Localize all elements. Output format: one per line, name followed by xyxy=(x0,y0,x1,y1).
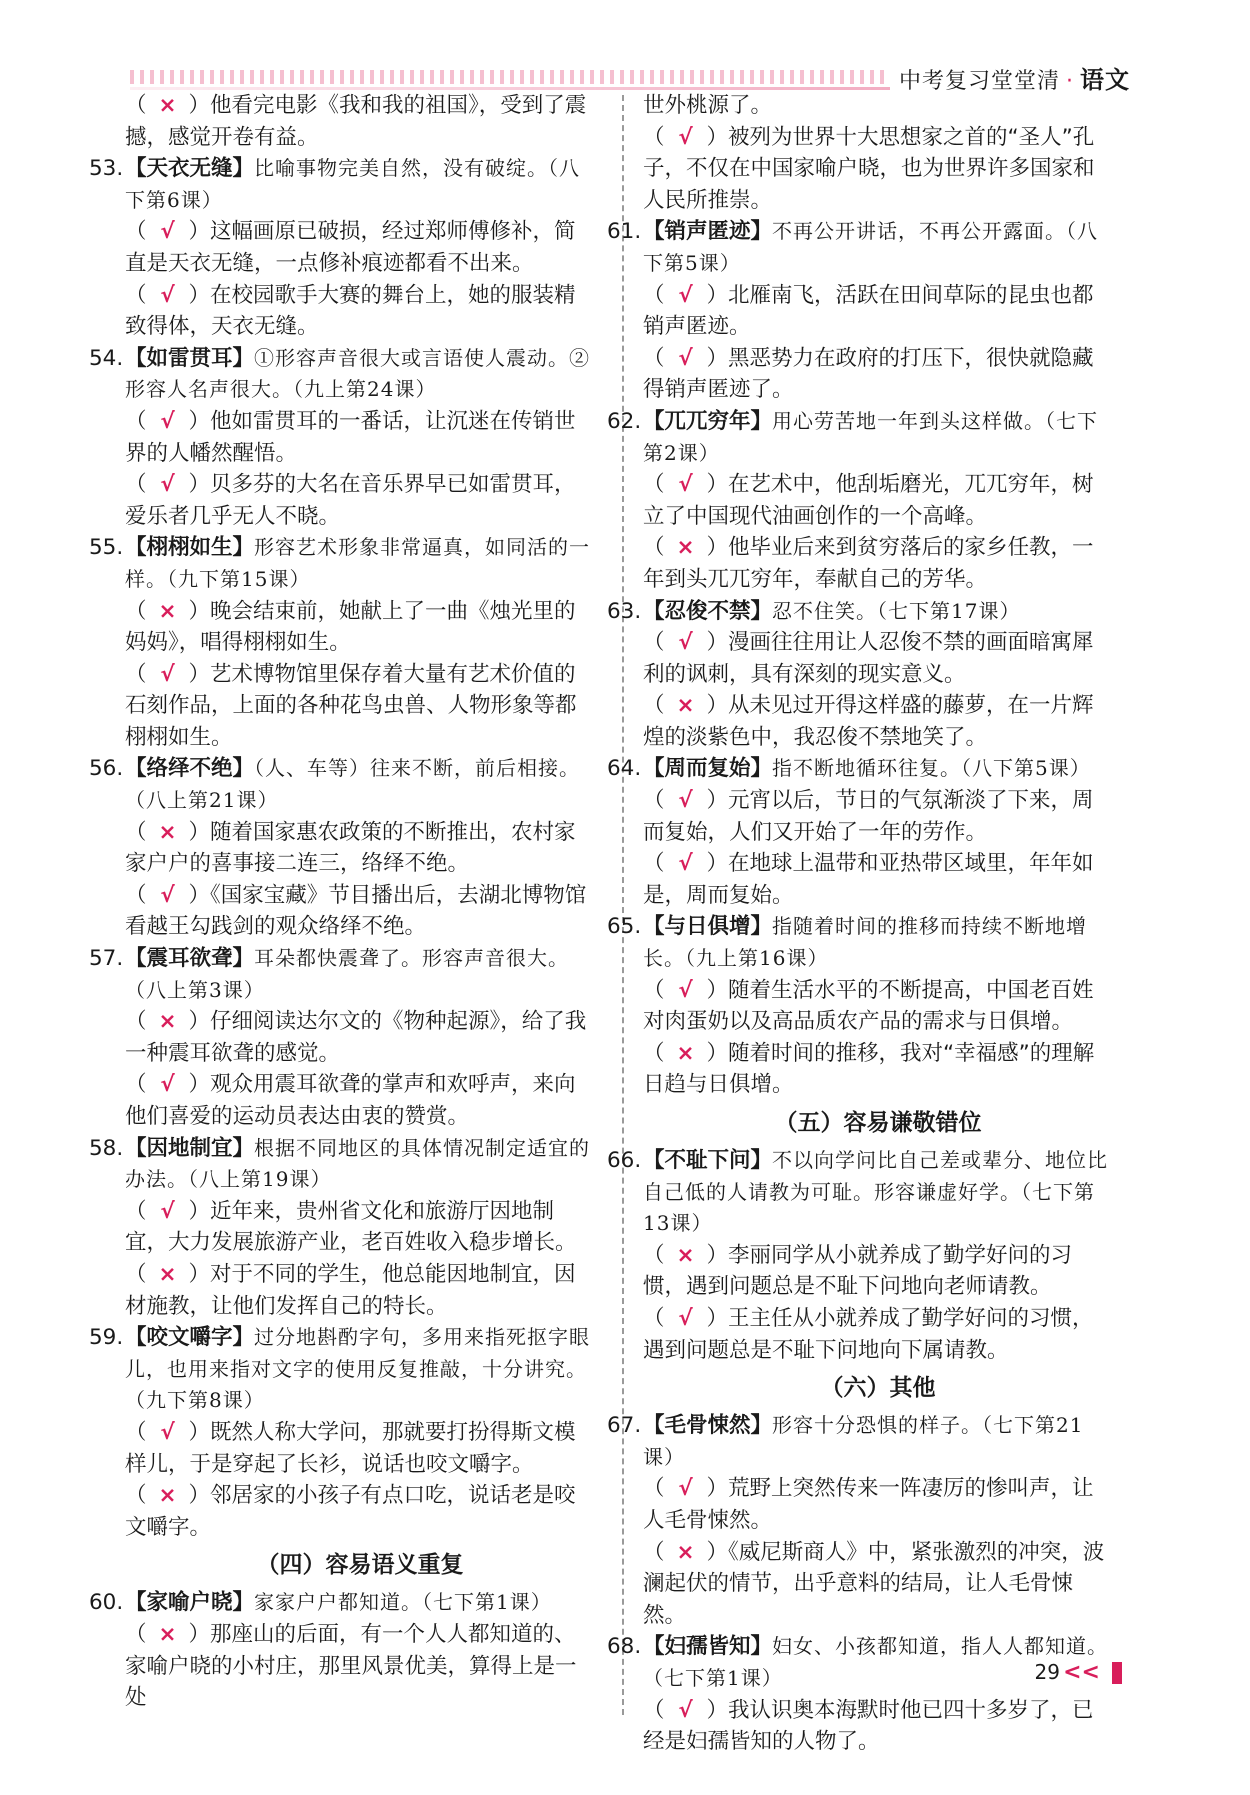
idiom-definition: 忍不住笑。（七下第17课） xyxy=(772,598,1021,623)
example-sentence: （ × ）他看完电影《我和我的祖国》，受到了震撼，感觉开卷有益。 xyxy=(125,90,595,153)
example-sentence: （ √ ）王主任从小就养成了勤学好问的习惯，遇到问题总是不耻下问地向下属请教。 xyxy=(643,1303,1113,1366)
sentence-text: 对于不同的学生，他总能因地制宜，因材施教，让他们发挥自己的特长。 xyxy=(125,1261,576,1319)
left-bracket: 【 xyxy=(643,1148,665,1173)
idiom-entry xyxy=(607,1145,1113,1240)
cross-icon: × xyxy=(676,535,695,561)
example-sentence: （ × ）他毕业后来到贫穷落后的家乡任教，一年到头兀兀穷年，奉献自己的芳华。 xyxy=(643,532,1113,595)
idiom-definition: 过分地斟酌字句，多用来指死抠字眼儿，也用来指对文字的使用反复推敲，十分讲究。（九下第8课） xyxy=(125,1325,591,1413)
example-sentence: （ √ ）元宵以后，节日的气氛渐淡了下来，周而复始，人们又开始了一年的劳作。 xyxy=(643,785,1113,848)
idiom-headword: 与日俱增 xyxy=(664,914,751,940)
example-sentence: （ × ）晚会结束前，她献上了一曲《烛光里的妈妈》，唱得栩栩如生。 xyxy=(125,596,595,659)
idiom-definition: 形容十分恐惧的样子。（七下第21课） xyxy=(643,1413,1084,1469)
sentence-text: 从未见过开得这样盛的藤萝，在一片辉煌的淡紫色中，我忍俊不禁地笑了。 xyxy=(643,693,1094,750)
sentence-text: 他如雷贯耳的一番话，让沉迷在传销世界的人幡然醒悟。 xyxy=(125,408,576,466)
cross-icon: × xyxy=(158,1009,177,1035)
sentence-text: 既然人称大学问，那就要打扮得斯文模样儿，于是穿起了长衫，说话也咬文嚼字。 xyxy=(125,1419,576,1477)
idiom-headword: 栩栩如生 xyxy=(146,535,233,561)
example-sentence: （ × ）邻居家的小孩子有点口吃，说话老是咬文嚼字。 xyxy=(125,1480,595,1543)
right-bracket: 】 xyxy=(232,1590,255,1616)
check-icon: √ xyxy=(160,661,175,687)
left-bracket: 【 xyxy=(643,408,665,434)
left-bracket: 【 xyxy=(125,345,147,371)
check-icon: √ xyxy=(678,1305,693,1331)
example-sentence: （ × ）《威尼斯商人》中，紧张激烈的冲突，波澜起伏的情节，出乎意料的结局，让人毛骨悚然。 xyxy=(643,1537,1113,1632)
sentence-text: 漫画往往用让人忍俊不禁的画面暗寓犀利的讽刺，具有深刻的现实意义。 xyxy=(643,630,1094,687)
right-bracket: 】 xyxy=(232,156,255,182)
check-icon: √ xyxy=(678,345,693,371)
check-icon: √ xyxy=(160,882,175,908)
idiom-headword: 如雷贯耳 xyxy=(146,345,233,371)
section-heading: （四）容易语义重复 xyxy=(256,1552,464,1579)
section-heading: （六）其他 xyxy=(820,1375,936,1402)
cross-icon: × xyxy=(158,1261,177,1287)
left-bracket: 【 xyxy=(643,756,665,782)
entry-number: 68. xyxy=(607,1634,642,1660)
continued-text: 世外桃源了。 xyxy=(643,93,773,118)
idiom-definition: 形容艺术形象非常逼真，如同活的一样。（九下第15课） xyxy=(125,535,591,591)
check-icon: √ xyxy=(678,282,693,308)
idiom-definition: 指不断地循环往复。（八下第5课） xyxy=(772,756,1091,781)
right-bracket: 】 xyxy=(232,946,255,972)
idiom-entry xyxy=(89,753,595,816)
example-sentence: （ √ ）黑恶势力在政府的打压下，很快就隐藏得销声匿迹了。 xyxy=(643,343,1113,406)
right-bracket: 】 xyxy=(750,1148,773,1173)
check-icon: √ xyxy=(160,1198,175,1224)
example-sentence: （ √ ）随着生活水平的不断提高，中国老百姓对肉蛋奶以及高品质农产品的需求与日俱增。 xyxy=(643,975,1113,1038)
idiom-headword: 因地制宜 xyxy=(146,1135,233,1161)
idiom-entry xyxy=(89,532,595,595)
sentence-text: 王主任从小就养成了勤学好问的习惯，遇到问题总是不耻下问地向下属请教。 xyxy=(643,1305,1094,1363)
sentence-text: 《威尼斯商人》中，紧张激烈的冲突，波澜起伏的情节，出乎意料的结局，让人毛骨悚然。 xyxy=(643,1539,1105,1628)
entry-number: 67. xyxy=(607,1413,642,1439)
sentence-text: 在地球上温带和亚热带区域里，年年如是，周而复始。 xyxy=(643,851,1094,908)
idiom-definition: ①形容声音很大或言语使人震动。②形容人名声很大。（九上第24课） xyxy=(125,345,591,402)
sentence-text: 晚会结束前，她献上了一曲《烛光里的妈妈》，唱得栩栩如生。 xyxy=(125,598,576,656)
right-bracket: 】 xyxy=(232,345,255,371)
idiom-entry xyxy=(607,753,1113,785)
check-icon: √ xyxy=(678,124,693,150)
example-sentence: （ √ ）近年来，贵州省文化和旅游厅因地制宜，大力发展旅游产业，老百姓收入稳步增长。 xyxy=(125,1196,595,1259)
right-column xyxy=(607,90,1113,1758)
cross-icon: × xyxy=(676,1040,695,1066)
sentence-text: 随着国家惠农政策的不断推出，农村家家户户的喜事接二连三，络绎不绝。 xyxy=(125,819,576,877)
column-divider xyxy=(622,95,624,1715)
sentence-text: 他毕业后来到贫穷落后的家乡任教，一年到头兀兀穷年，奉献自己的芳华。 xyxy=(643,535,1094,592)
sentence-text: 在校园歌手大赛的舞台上，她的服装精致得体，天衣无缝。 xyxy=(125,282,576,340)
left-bracket: 【 xyxy=(125,1590,147,1616)
check-icon: √ xyxy=(160,219,175,245)
example-sentence: （ √ ）既然人称大学问，那就要打扮得斯文模样儿，于是穿起了长衫，说话也咬文嚼字。 xyxy=(125,1417,595,1480)
header-separator: · xyxy=(1066,69,1074,94)
idiom-entry xyxy=(89,1133,595,1196)
example-sentence: （ √ ）我认识奥本海默时他已四十多岁了，已经是妇孺皆知的人物了。 xyxy=(643,1695,1113,1758)
cross-icon: × xyxy=(676,693,695,719)
sentence-text: 黑恶势力在政府的打压下，很快就隐藏得销声匿迹了。 xyxy=(643,345,1094,403)
chevron-left-icon: << xyxy=(1063,1660,1100,1685)
sentence-text: 仔细阅读达尔文的《物种起源》，给了我一种震耳欲聋的感觉。 xyxy=(125,1009,587,1066)
sentence-text: 我认识奥本海默时他已四十多岁了，已经是妇孺皆知的人物了。 xyxy=(643,1697,1094,1755)
idiom-headword: 销声匿迹 xyxy=(664,219,751,245)
idiom-headword: 家喻户晓 xyxy=(146,1590,233,1616)
idiom-definition: 不以向学问比自己差或辈分、地位比自己低的人请教为可耻。形容谦虚好学。（七下第13课） xyxy=(643,1148,1109,1236)
sentence-text: 元宵以后，节日的气氛渐淡了下来，周而复始，人们又开始了一年的劳作。 xyxy=(643,788,1094,845)
right-bracket: 】 xyxy=(750,219,773,245)
entry-number: 54. xyxy=(89,345,124,371)
entry-number: 64. xyxy=(607,756,642,782)
idiom-headword: 毛骨悚然 xyxy=(664,1413,751,1439)
cross-icon: × xyxy=(676,1539,695,1565)
sentence-text: 这幅画原已破损，经过郑师傅修补，简直是天衣无缝，一点修补痕迹都看不出来。 xyxy=(125,219,576,276)
sentence-text: 在艺术中，他刮垢磨光，兀兀穷年，树立了中国现代油画创作的一个高峰。 xyxy=(643,472,1094,529)
sentence-text: 贝多芬的大名在音乐界早已如雷贯耳，爱乐者几乎无人不晓。 xyxy=(125,472,576,529)
entry-number: 61. xyxy=(607,219,642,245)
right-bracket: 】 xyxy=(232,535,255,561)
example-sentence: （ √ ）观众用震耳欲聋的掌声和欢呼声，来向他们喜爱的运动员表达由衷的赞赏。 xyxy=(125,1069,595,1132)
right-bracket: 】 xyxy=(750,598,773,624)
right-bracket: 】 xyxy=(750,1634,773,1660)
cross-icon: × xyxy=(158,819,177,845)
right-bracket: 】 xyxy=(232,1135,255,1161)
page-marker-bar xyxy=(1112,1662,1122,1684)
check-icon: √ xyxy=(160,408,175,434)
idiom-entry xyxy=(89,153,595,216)
idiom-definition: 耳朵都快震聋了。形容声音很大。（八上第3课） xyxy=(125,946,570,1002)
entry-number: 56. xyxy=(89,756,124,782)
sentence-text: 李丽同学从小就养成了勤学好问的习惯，遇到问题总是不耻下问地向老师请教。 xyxy=(643,1242,1073,1300)
sentence-text: 《国家宝藏》节目播出后，去湖北博物馆看越王勾践剑的观众络绎不绝。 xyxy=(125,882,587,940)
idiom-headword: 妇孺皆知 xyxy=(664,1634,751,1660)
sentence-text: 艺术博物馆里保存着大量有艺术价值的石刻作品，上面的各种花鸟虫兽、人物形象等都栩栩如生。 xyxy=(125,661,577,750)
example-sentence: （ √ ）在地球上温带和亚热带区域里，年年如是，周而复始。 xyxy=(643,848,1113,911)
check-icon: √ xyxy=(678,851,693,877)
entry-number: 55. xyxy=(89,535,124,561)
example-sentence: （ √ ）在校园歌手大赛的舞台上，她的服装精致得体，天衣无缝。 xyxy=(125,280,595,343)
series-title: 中考复习堂堂清 xyxy=(898,69,1060,94)
example-sentence: （ √ ）漫画往往用让人忍俊不禁的画面暗寓犀利的讽刺，具有深刻的现实意义。 xyxy=(643,627,1113,690)
entry-number: 58. xyxy=(89,1135,124,1161)
sentence-text: 北雁南飞，活跃在田间草际的昆虫也都销声匿迹。 xyxy=(643,282,1094,340)
sentence-text: 他看完电影《我和我的祖国》，受到了震撼，感觉开卷有益。 xyxy=(125,93,587,150)
example-sentence: （ √ ）这幅画原已破损，经过郑师傅修补，简直是天衣无缝，一点修补痕迹都看不出来。 xyxy=(125,216,595,279)
cross-icon: × xyxy=(158,1483,177,1509)
idiom-entry xyxy=(89,343,595,406)
idiom-entry xyxy=(607,216,1113,279)
sentence-text: 邻居家的小孩子有点口吃，说话老是咬文嚼字。 xyxy=(125,1483,576,1540)
cross-icon: × xyxy=(158,598,177,624)
left-bracket: 【 xyxy=(125,756,147,782)
idiom-definition: 指随着时间的推移而持续不断地增长。（九上第16课） xyxy=(643,914,1088,971)
cross-icon: × xyxy=(158,93,177,118)
idiom-headword: 兀兀穷年 xyxy=(664,408,751,434)
sentence-text: 那座山的后面，有一个人人都知道的、家喻户晓的小村庄，那里风景优美，算得上是一处 xyxy=(125,1621,577,1711)
entry-number: 62. xyxy=(607,408,642,434)
page-number: 29 xyxy=(1034,1660,1060,1684)
idiom-entry xyxy=(607,596,1113,628)
left-bracket: 【 xyxy=(643,1413,665,1439)
cross-icon: × xyxy=(158,1621,177,1647)
example-sentence: （ √ ）《国家宝藏》节目播出后，去湖北博物馆看越王勾践剑的观众络绎不绝。 xyxy=(125,880,595,943)
entry-number: 60. xyxy=(89,1590,124,1616)
left-bracket: 【 xyxy=(643,1634,665,1660)
idiom-definition: 比喻事物完美自然，没有破绽。（八下第6课） xyxy=(125,156,581,212)
example-sentence: （ √ ）他如雷贯耳的一番话，让沉迷在传销世界的人幡然醒悟。 xyxy=(125,406,595,469)
entry-number: 57. xyxy=(89,946,124,972)
example-sentence: （ × ）对于不同的学生，他总能因地制宜，因材施教，让他们发挥自己的特长。 xyxy=(125,1259,595,1322)
left-column xyxy=(89,90,595,1714)
left-bracket: 【 xyxy=(125,1135,147,1161)
sentence-text: 随着生活水平的不断提高，中国老百姓对肉蛋奶以及高品质农产品的需求与日俱增。 xyxy=(643,977,1094,1035)
left-bracket: 【 xyxy=(643,598,665,624)
example-sentence: （ √ ）贝多芬的大名在音乐界早已如雷贯耳，爱乐者几乎无人不晓。 xyxy=(125,469,595,532)
idiom-definition: 家家户户都知道。（七下第1课） xyxy=(254,1590,552,1615)
idiom-headword: 天衣无缝 xyxy=(146,156,233,182)
entry-number: 66. xyxy=(607,1148,642,1173)
sentence-text: 被列为世界十大思想家之首的“圣人”孔子，不仅在中国家喻户晓，也为世界许多国家和人民所推崇。 xyxy=(643,124,1095,213)
idiom-definition: 用心劳苦地一年到头这样做。（七下第2课） xyxy=(643,408,1099,465)
idiom-headword: 咬文嚼字 xyxy=(146,1325,233,1351)
sentence-text: 随着时间的推移，我对“幸福感”的理解日趋与日俱增。 xyxy=(643,1040,1095,1098)
sentence-text: 观众用震耳欲聋的掌声和欢呼声，来向他们喜爱的运动员表达由衷的赞赏。 xyxy=(125,1072,576,1129)
example-sentence: （ √ ）艺术博物馆里保存着大量有艺术价值的石刻作品，上面的各种花鸟虫兽、人物形象等都栩栩如生。 xyxy=(125,659,595,754)
check-icon: √ xyxy=(678,788,693,814)
check-icon: √ xyxy=(160,1072,175,1098)
right-bracket: 】 xyxy=(750,408,773,434)
example-sentence: （ × ）那座山的后面，有一个人人都知道的、家喻户晓的小村庄，那里风景优美，算得上是一处 xyxy=(125,1619,595,1714)
idiom-headword: 周而复始 xyxy=(664,756,751,782)
right-bracket: 】 xyxy=(750,1413,773,1439)
example-sentence: （ × ）仔细阅读达尔文的《物种起源》，给了我一种震耳欲聋的感觉。 xyxy=(125,1006,595,1069)
left-bracket: 【 xyxy=(643,219,665,245)
example-sentence: （ × ）李丽同学从小就养成了勤学好问的习惯，遇到问题总是不耻下问地向老师请教。 xyxy=(643,1240,1113,1303)
right-bracket: 】 xyxy=(232,756,255,782)
idiom-headword: 忍俊不禁 xyxy=(664,598,751,624)
idiom-definition: 妇女、小孩都知道，指人人都知道。（七下第1课） xyxy=(643,1634,1109,1690)
example-sentence: （ √ ）在艺术中，他刮垢磨光，兀兀穷年，树立了中国现代油画创作的一个高峰。 xyxy=(643,469,1113,532)
idiom-entry xyxy=(89,943,595,1006)
idiom-entry xyxy=(607,406,1113,469)
idiom-entry xyxy=(607,1410,1113,1473)
left-bracket: 【 xyxy=(643,914,665,940)
left-bracket: 【 xyxy=(125,946,147,972)
idiom-definition: 根据不同地区的具体情况制定适宜的办法。（八上第19课） xyxy=(125,1135,591,1192)
header-decoration xyxy=(130,70,890,84)
entry-number: 59. xyxy=(89,1325,124,1351)
check-icon: √ xyxy=(160,282,175,308)
check-icon: √ xyxy=(678,1697,693,1723)
right-bracket: 】 xyxy=(750,914,773,940)
entry-number: 63. xyxy=(607,598,642,624)
idiom-headword: 不耻下问 xyxy=(664,1148,751,1173)
entry-number: 53. xyxy=(89,156,124,182)
check-icon: √ xyxy=(160,1419,175,1445)
right-bracket: 】 xyxy=(750,756,773,782)
check-icon: √ xyxy=(678,472,693,498)
example-sentence: （ × ）随着国家惠农政策的不断推出，农村家家户户的喜事接二连三，络绎不绝。 xyxy=(125,817,595,880)
section-heading: （五）容易谦敬错位 xyxy=(774,1110,982,1136)
example-sentence: （ √ ）被列为世界十大思想家之首的“圣人”孔子，不仅在中国家喻户晓，也为世界许多国家和人民所推崇。 xyxy=(643,122,1113,217)
example-sentence: （ × ）随着时间的推移，我对“幸福感”的理解日趋与日俱增。 xyxy=(643,1038,1113,1101)
check-icon: √ xyxy=(160,472,175,498)
example-sentence: （ √ ）荒野上突然传来一阵凄厉的惨叫声，让人毛骨悚然。 xyxy=(643,1473,1113,1536)
idiom-entry xyxy=(89,1322,595,1417)
idiom-entry xyxy=(89,1587,595,1619)
idiom-headword: 络绎不绝 xyxy=(146,756,233,782)
check-icon: √ xyxy=(678,630,693,656)
check-icon: √ xyxy=(678,1476,693,1502)
idiom-definition: （人、车等）往来不断，前后相接。（八上第21课） xyxy=(125,756,581,813)
sentence-text: 荒野上突然传来一阵凄厉的惨叫声，让人毛骨悚然。 xyxy=(643,1476,1094,1533)
sentence-text: 近年来，贵州省文化和旅游厅因地制宜，大力发展旅游产业，老百姓收入稳步增长。 xyxy=(125,1198,577,1256)
subject-title: 语文 xyxy=(1080,66,1130,94)
idiom-entry xyxy=(607,911,1113,974)
idiom-definition: 不再公开讲话，不再公开露面。（八下第5课） xyxy=(643,219,1099,275)
left-bracket: 【 xyxy=(125,156,147,182)
left-bracket: 【 xyxy=(125,535,147,561)
check-icon: √ xyxy=(678,977,693,1003)
left-bracket: 【 xyxy=(125,1325,147,1351)
right-bracket: 】 xyxy=(232,1325,255,1351)
entry-number: 65. xyxy=(607,914,642,940)
example-sentence: （ √ ）北雁南飞，活跃在田间草际的昆虫也都销声匿迹。 xyxy=(643,280,1113,343)
idiom-headword: 震耳欲聋 xyxy=(146,946,233,972)
cross-icon: × xyxy=(676,1242,695,1268)
example-sentence: （ × ）从未见过开得这样盛的藤萝，在一片辉煌的淡紫色中，我忍俊不禁地笑了。 xyxy=(643,690,1113,753)
